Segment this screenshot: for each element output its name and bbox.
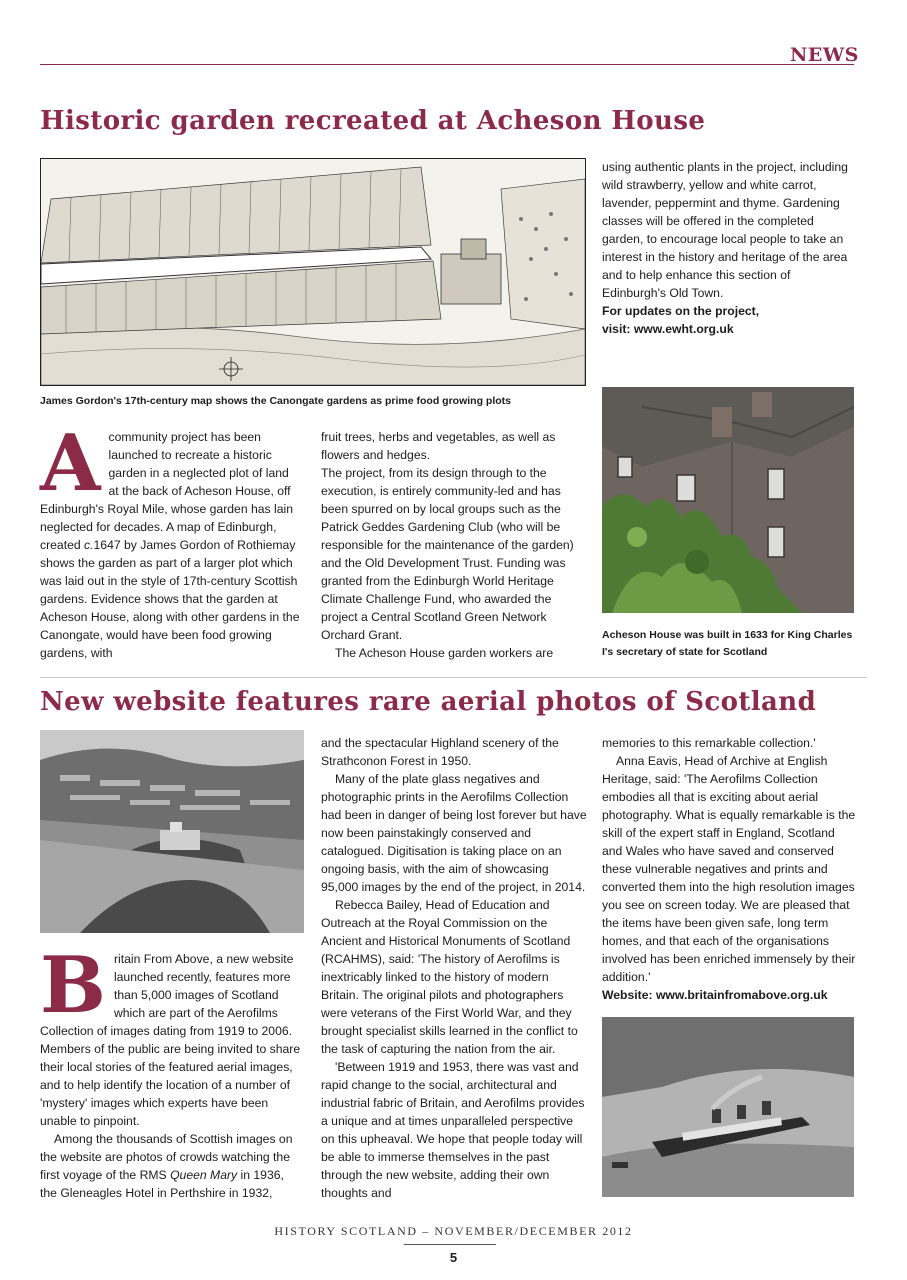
article1-col2-p2: The project, from its design through to the execution, is entirely community-led and has been spurred on by local groups such as the Patrick Geddes Gardening Club (who will be responsible for the maintenance of the garden) and the Old Development Trust. Funding was granted from the Edinburgh World Heritage Climate Challenge Fund, who awarded the project a Central Scotland Green Network Orchard Grant.: [321, 466, 574, 642]
article1-column2: [321, 428, 583, 662]
article1-circa: c.: [84, 538, 94, 552]
article1-updates-label: For updates on the project,: [602, 304, 760, 318]
drop-cap-a: A: [40, 418, 101, 509]
article2-col3-p1: memories to this remarkable collection.': [602, 736, 816, 750]
article2-col1-p2b: in 1936, the Gleneagles Hotel in Perthshire in 1932,: [40, 1168, 284, 1200]
map-caption: James Gordon's 17th-century map shows the Canongate gardens as prime food growing plots: [40, 395, 511, 407]
article2-headline: New website features rare aerial photos of Scotland: [40, 687, 817, 717]
footer-rule: [404, 1244, 496, 1245]
article-separator: [40, 677, 867, 678]
house-caption: Acheson House was built in 1633 for King Charles I's secretary of state for Scotland: [602, 629, 853, 658]
article1-col3-text: using authentic plants in the project, including wild strawberry, yellow and white carrot, lavender, peppermint and thyme. Gardening classes will be offered in the completed garden, to encourage local people to take an interest in the history and heritage of the area and to help enhance this section of Edinburgh's Old Town.: [602, 160, 848, 300]
publication-footer: HISTORY SCOTLAND – NOVEMBER/DECEMBER 2012: [274, 1224, 633, 1238]
article2-col2-p2: Many of the plate glass negatives and photographic prints in the Aerofilms Collection had been in danger of being lost forever but have now been painstakingly conserved and catalogued. Digitisation is taking place on an ongoing basis, with the aim of showcasing 95,000 images by the end of the project, in 2014.: [321, 772, 587, 894]
queen-mary-ship-photo: [602, 1017, 854, 1197]
article2-col3-p2: Anna Eavis, Head of Archive at English Heritage, said: 'The Aerofilms Collection embodies all that is exciting about aerial photography. What is equally remarkable is the skill of the expert staff in England, Scotland and Wales who have saved and conserved these vulnerable negatives and prints and converted them into the high resolution images you see on screen today. We are pleased that the items have been given safe, long term homes, and that each of the organisations involved has been enriched immensely by their addition.': [602, 754, 856, 984]
article2-col1-p2a: Among the thousands of Scottish images on the website are photos of crowds watching the first voyage of the RMS: [40, 1132, 293, 1182]
article2-column2: [321, 734, 587, 1202]
section-label: NEWS: [790, 44, 859, 66]
aerial-edinburgh-photo: [40, 730, 304, 933]
article1-column1: [40, 418, 302, 662]
article1-col2-p1: fruit trees, herbs and vegetables, as well as flowers and hedges.: [321, 430, 556, 462]
article2-column3: [602, 734, 858, 1004]
article2-col2-p3: Rebecca Bailey, Head of Education and Outreach at the Royal Commission on the Ancient and Historical Monuments of Scotland (RCAHMS), said: 'The history of Aerofilms is inextricably linked to the history of modern Britain. The original pilots and photographers were veterans of the First World War, and they brought specialist skills learned in the conflict to the task of capturing the nation from the air.: [321, 898, 578, 1056]
page-number: 5: [449, 1250, 458, 1265]
article1-col2-p3: The Acheson House garden workers are: [335, 646, 554, 660]
article1-col1-text: community project has been launched to recreate a historic garden in a neglected plot of land at the back of Acheson House, off Edinburgh's Royal Mile, whose garden has lain neglected for decades. A map of Edinburgh, created: [40, 430, 293, 552]
article2-col1-p1: ritain From Above, a new website launched recently, features more than 5,000 images of Scotland which are part of the Aerofilms Collection of images dating from 1919 to 2006. Members of the public are being invited to share their local stories of the featured aerial images, and to help identify the location of a number of 'mystery' images which experts have been unable to pinpoint.: [40, 952, 301, 1128]
article2-col2-p4: 'Between 1919 and 1953, there was vast and rapid change to the social, architectural and industrial fabric of Britain, and Aerofilms provides a unique and at times unparalleled perspective on this upheaval. We hope that people today will be able to immerse themselves in the past through the new website, adding their own thoughts and: [321, 1060, 585, 1200]
header-rule: [40, 64, 854, 65]
gordon-map-image: [40, 158, 586, 386]
article1-headline: Historic garden recreated at Acheson House: [40, 106, 706, 136]
article2-column1: [40, 940, 302, 1202]
article2-col2-p1: and the spectacular Highland scenery of the Strathconon Forest in 1950.: [321, 736, 559, 768]
britainfromabove-website-link[interactable]: Website: www.britainfromabove.org.uk: [602, 988, 828, 1002]
drop-cap-b: B: [40, 940, 106, 1031]
queen-mary-italic: Queen Mary: [170, 1168, 238, 1182]
article1-column3: [602, 158, 856, 338]
ewht-website-link[interactable]: visit: www.ewht.org.uk: [602, 322, 734, 336]
article1-col1-text2: 1647 by James Gordon of Rothiemay shows the garden as part of a larger plot which was laid out in the style of 17th-century Scottish gardens. Evidence shows that the garden at Acheson House, along with other gardens in the Canongate, would have been food growing gardens, with: [40, 538, 300, 660]
acheson-house-photo: [602, 387, 854, 613]
